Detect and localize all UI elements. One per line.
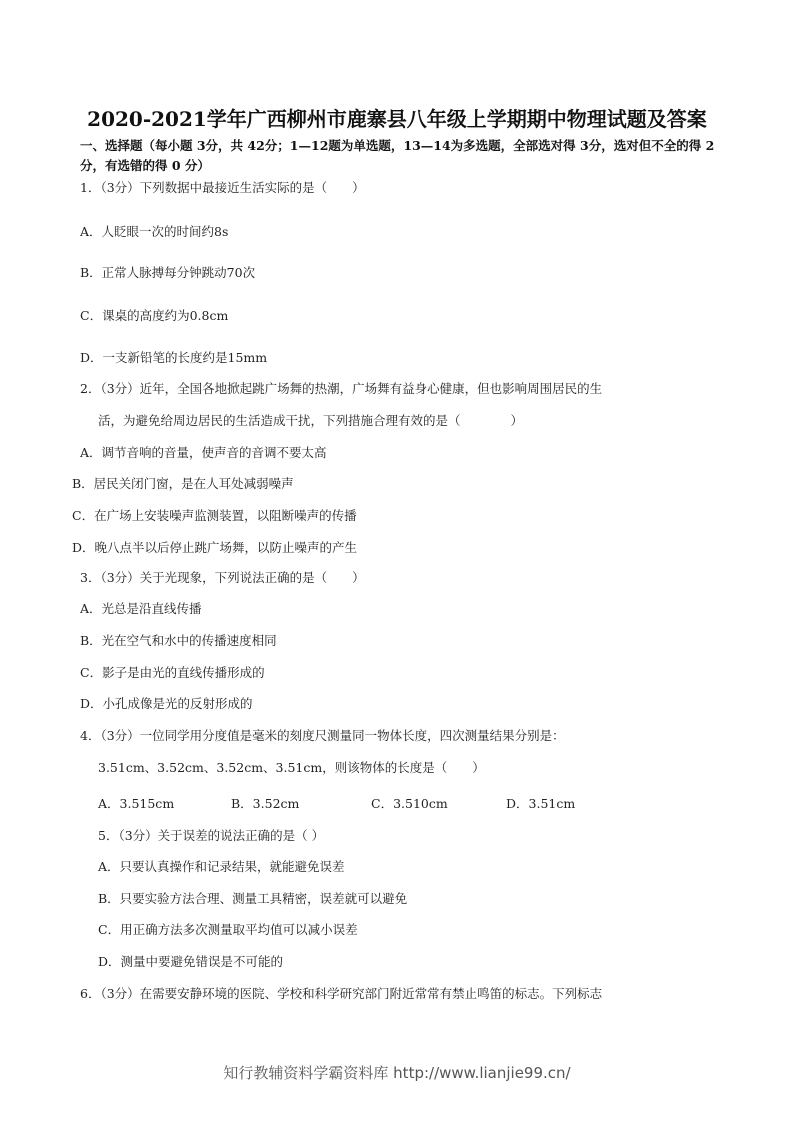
question-4-stem-line-1: 4．（3分）一位同学用分度值是毫米的刻度尺测量同一物体长度，四次测量结果分别是：	[80, 728, 565, 743]
question-5-option-a: A．只要认真操作和记录结果，就能避免误差	[98, 859, 345, 874]
question-1-option-b: B．正常人脉搏每分钟跳动70次	[80, 265, 256, 280]
question-2-stem-line-1: 2．（3分）近年，全国各地掀起跳广场舞的热潮，广场舞有益身心健康，但也影响周围居民的生	[80, 381, 603, 396]
question-5-option-c: C．用正确方法多次测量取平均值可以减小误差	[98, 922, 358, 937]
question-4-stem-line-2: 3.51cm、3.52cm、3.52cm、3.51cm，则该物体的长度是（ ）	[98, 760, 485, 775]
question-1-stem: 1．（3分）下列数据中最接近生活实际的是（ ）	[80, 180, 365, 195]
question-4-option-b: B．3.52cm	[231, 796, 300, 811]
question-2-option-d: D．晚八点半以后停止跳广场舞，以防止噪声的产生	[72, 540, 358, 555]
question-3-option-a: A．光总是沿直线传播	[80, 601, 202, 616]
question-1-option-d: D．一支新铅笔的长度约是15mm	[80, 350, 268, 365]
question-3-option-d: D．小孔成像是光的反射形成的	[80, 696, 253, 711]
question-1-option-c: C．课桌的高度约为0.8cm	[80, 308, 229, 323]
question-4-option-d: D．3.51cm	[506, 796, 576, 811]
question-1-option-a: A．人眨眼一次的时间约8s	[80, 224, 229, 239]
question-2-stem-line-2: 活，为避免给周边居民的生活造成干扰，下列措施合理有效的是（ ）	[98, 413, 524, 428]
question-6-stem: 6．（3分）在需要安静环境的医院、学校和科学研究部门附近常常有禁止鸣笛的标志。下列标志	[80, 986, 603, 1001]
question-5-option-d: D．测量中要避免错误是不可能的	[98, 954, 284, 969]
question-3-option-b: B．光在空气和水中的传播速度相同	[80, 633, 277, 648]
question-4-option-a: A．3.515cm	[98, 796, 175, 811]
question-5-option-b: B．只要实验方法合理、测量工具精密，误差就可以避免	[98, 891, 408, 906]
section-header: 一、选择题（每小题 3分，共 42分；1—12题为单选题，13—14为多选题，全部选对得 3分，选对但不全的得 2 分，有选错的得 0 分）	[80, 138, 715, 173]
question-3-stem: 3．（3分）关于光现象，下列说法正确的是（ ）	[80, 570, 365, 585]
document-title: 2020-2021学年广西柳州市鹿寨县八年级上学期期中物理试题及答案	[87, 107, 707, 131]
question-5-stem: 5．（3分）关于误差的说法正确的是（ ）	[98, 828, 325, 843]
question-4-option-c: C．3.510cm	[371, 796, 448, 811]
question-3-option-c: C．影子是由光的直线传播形成的	[80, 665, 265, 680]
question-2-option-a: A．调节音响的音量，使声音的音调不要太高	[80, 445, 327, 460]
footer-watermark: 知行教辅资料学霸资料库 http://www.lianjie99.cn/	[223, 1064, 571, 1082]
question-2-option-b: B．居民关闭门窗，是在人耳处减弱噪声	[72, 476, 294, 491]
question-2-option-c: C．在广场上安装噪声监测装置，以阻断噪声的传播	[72, 508, 357, 523]
question-4-options-row	[98, 796, 658, 812]
